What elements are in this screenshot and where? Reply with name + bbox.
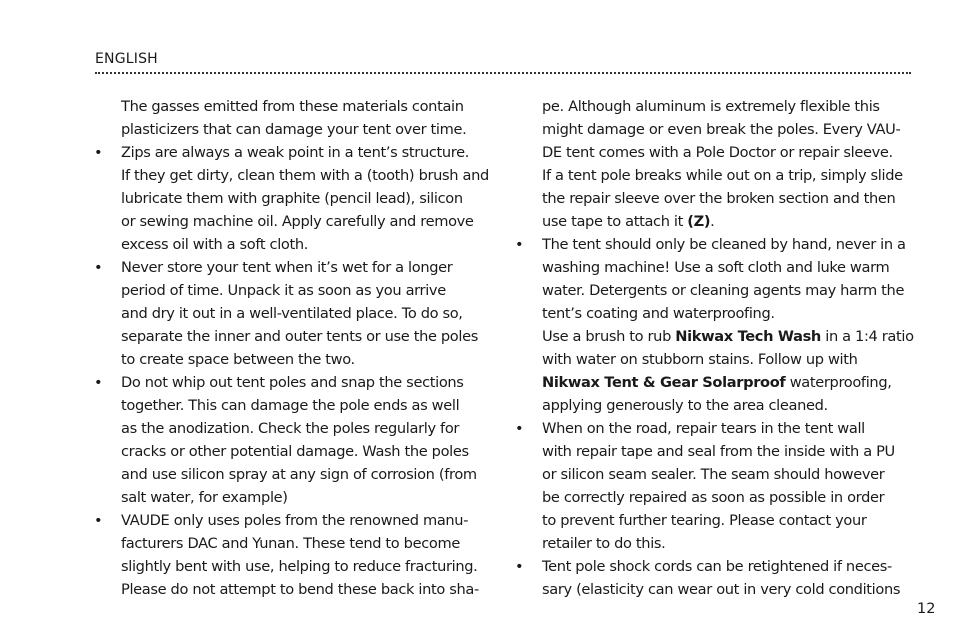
text-line: excess oil with a soft cloth. — [121, 236, 309, 253]
text-line: to prevent further tearing. Please contact your — [542, 512, 867, 529]
text-line: to create space between the two. — [121, 351, 355, 368]
text-line: as the anodization. Check the poles regularly for — [121, 420, 460, 437]
text-line: DE tent comes with a Pole Doctor or repair sleeve. — [542, 144, 893, 161]
bullet: • — [94, 144, 103, 161]
text-line: and use silicon spray at any sign of corrosion (from — [121, 466, 477, 483]
right-column — [515, 95, 914, 601]
continuation-paragraph — [121, 95, 496, 141]
text-line: together. This can damage the pole ends as well — [121, 397, 460, 414]
text-line: Tent pole shock cords can be retightened if neces- — [542, 558, 892, 575]
text-line: the repair sleeve over the broken section and then — [542, 190, 896, 207]
text-line: If they get dirty, clean them with a (tooth) brush and — [121, 167, 489, 184]
list-item-storage — [94, 256, 496, 371]
text-line: water. Detergents or cleaning agents may harm the — [542, 282, 905, 299]
text-line — [542, 325, 914, 348]
page-number: 12 — [917, 601, 936, 617]
text-line: period of time. Unpack it as soon as you arrive — [121, 282, 446, 299]
page-header: ENGLISH — [95, 51, 158, 67]
header-divider — [95, 72, 911, 74]
text-line: Please do not attempt to bend these back into sha- — [121, 581, 479, 598]
text-run: in a 1:4 ratio — [820, 328, 914, 345]
bullet: • — [94, 259, 103, 276]
text-run: . — [710, 213, 715, 230]
text-line: with repair tape and seal from the inside with a PU — [542, 443, 895, 460]
text-line: slightly bent with use, helping to reduce fracturing. — [121, 558, 478, 575]
text-line: with water on stubborn stains. Follow up with — [542, 351, 858, 368]
product-name: Nikwax Tent & Gear Solarproof — [542, 374, 786, 391]
text-line: cracks or other potential damage. Wash the poles — [121, 443, 469, 460]
text-line: sary (elasticity can wear out in very cold conditions — [542, 581, 901, 598]
text-line: applying generously to the area cleaned. — [542, 397, 828, 414]
text-line: be correctly repaired as soon as possible in order — [542, 489, 885, 506]
text-line: If a tent pole breaks while out on a trip, simply slide — [542, 167, 903, 184]
text-line: salt water, for example) — [121, 489, 288, 506]
product-name: Nikwax Tech Wash — [675, 328, 821, 345]
text-line: When on the road, repair tears in the tent wall — [542, 420, 865, 437]
text-line: separate the inner and outer tents or use the poles — [121, 328, 478, 345]
text-line: washing machine! Use a soft cloth and luke warm — [542, 259, 890, 276]
list-item-repair — [515, 417, 914, 555]
list-item-shock-cords — [515, 555, 914, 601]
text-line: and dry it out in a well-ventilated place. To do so, — [121, 305, 463, 322]
continuation-paragraph — [542, 95, 914, 233]
text-line: Zips are always a weak point in a tent’s structure. — [121, 144, 470, 161]
text-line: Do not whip out tent poles and snap the sections — [121, 374, 464, 391]
text-line: Never store your tent when it’s wet for a longer — [121, 259, 453, 276]
list-item-poles — [94, 371, 496, 509]
left-column — [94, 95, 496, 601]
text-run: Use a brush to rub — [542, 328, 676, 345]
figure-reference: (Z) — [687, 213, 711, 230]
list-item-cleaning — [515, 233, 914, 417]
text-run: waterproofing, — [785, 374, 892, 391]
text-run: use tape to attach it — [542, 213, 688, 230]
text-line: The tent should only be cleaned by hand, never in a — [542, 236, 906, 253]
text-line: lubricate them with graphite (pencil lead), silicon — [121, 190, 463, 207]
list-item-vaude-poles — [94, 509, 496, 601]
bullet: • — [515, 420, 524, 437]
text-line: might damage or even break the poles. Every VAU- — [542, 121, 901, 138]
text-line — [542, 371, 914, 394]
text-line: tent’s coating and waterproofing. — [542, 305, 775, 322]
text-line: plasticizers that can damage your tent over time. — [121, 121, 467, 138]
text-line: facturers DAC and Yunan. These tend to become — [121, 535, 460, 552]
bullet: • — [94, 512, 103, 529]
text-line: pe. Although aluminum is extremely flexible this — [542, 98, 880, 115]
text-line: or silicon seam sealer. The seam should however — [542, 466, 885, 483]
text-line — [542, 210, 914, 233]
text-line: VAUDE only uses poles from the renowned manu- — [121, 512, 469, 529]
bullet: • — [515, 558, 524, 575]
text-line: The gasses emitted from these materials contain — [121, 98, 464, 115]
text-line: retailer to do this. — [542, 535, 666, 552]
text-line: or sewing machine oil. Apply carefully and remove — [121, 213, 474, 230]
list-item-zips — [94, 141, 496, 256]
bullet: • — [94, 374, 103, 391]
bullet: • — [515, 236, 524, 253]
